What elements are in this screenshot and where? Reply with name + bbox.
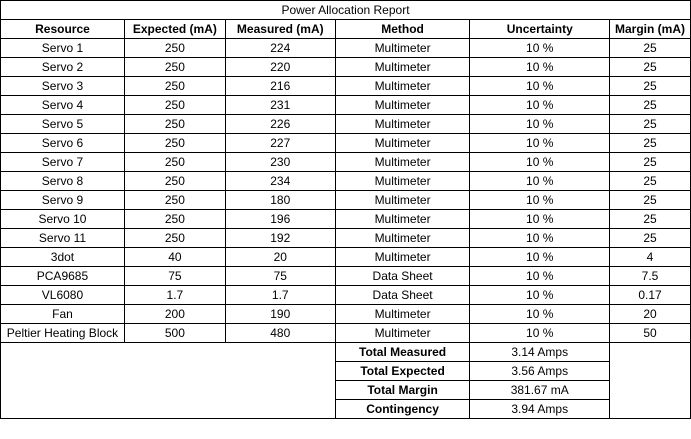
measured-cell: 224 xyxy=(225,39,335,58)
expected-cell: 1.7 xyxy=(124,286,225,305)
table-row xyxy=(1,324,691,343)
margin-cell: 20 xyxy=(610,305,691,324)
summary-label: Total Margin xyxy=(335,381,470,400)
uncertainty-cell: 10 % xyxy=(470,115,610,134)
table-row xyxy=(1,248,691,267)
report-title: Power Allocation Report xyxy=(1,1,691,20)
table-row xyxy=(1,96,691,115)
expected-cell: 250 xyxy=(124,39,225,58)
uncertainty-cell: 10 % xyxy=(470,77,610,96)
measured-cell: 75 xyxy=(225,267,335,286)
resource-cell: Servo 5 xyxy=(1,115,125,134)
expected-cell: 250 xyxy=(124,210,225,229)
method-cell: Multimeter xyxy=(335,305,470,324)
method-cell: Multimeter xyxy=(335,324,470,343)
margin-cell: 25 xyxy=(610,153,691,172)
table-row xyxy=(1,267,691,286)
summary-value: 3.14 Amps xyxy=(470,343,610,362)
uncertainty-cell: 10 % xyxy=(470,286,610,305)
expected-cell: 250 xyxy=(124,172,225,191)
margin-cell: 0.17 xyxy=(610,286,691,305)
measured-cell: 234 xyxy=(225,172,335,191)
summary-label: Contingency xyxy=(335,400,470,419)
margin-cell: 25 xyxy=(610,96,691,115)
margin-cell: 25 xyxy=(610,210,691,229)
expected-cell: 250 xyxy=(124,96,225,115)
measured-cell: 226 xyxy=(225,115,335,134)
method-cell: Multimeter xyxy=(335,77,470,96)
table-row xyxy=(1,191,691,210)
table-row xyxy=(1,39,691,58)
method-cell: Multimeter xyxy=(335,115,470,134)
uncertainty-cell: 10 % xyxy=(470,39,610,58)
summary-value: 381.67 mA xyxy=(470,381,610,400)
title-row xyxy=(1,1,691,20)
uncertainty-cell: 10 % xyxy=(470,153,610,172)
measured-cell: 220 xyxy=(225,58,335,77)
resource-cell: Servo 9 xyxy=(1,191,125,210)
summary-label: Total Measured xyxy=(335,343,470,362)
method-cell: Multimeter xyxy=(335,39,470,58)
method-cell: Multimeter xyxy=(335,191,470,210)
expected-cell: 75 xyxy=(124,267,225,286)
resource-cell: Servo 3 xyxy=(1,77,125,96)
expected-cell: 200 xyxy=(124,305,225,324)
table-row xyxy=(1,115,691,134)
resource-cell: PCA9685 xyxy=(1,267,125,286)
table-row xyxy=(1,134,691,153)
table-row xyxy=(1,229,691,248)
header-row xyxy=(1,20,691,39)
resource-cell: Fan xyxy=(1,305,125,324)
uncertainty-cell: 10 % xyxy=(470,305,610,324)
uncertainty-cell: 10 % xyxy=(470,248,610,267)
table-row xyxy=(1,210,691,229)
method-cell: Multimeter xyxy=(335,134,470,153)
header-uncertainty: Uncertainty xyxy=(470,20,610,39)
method-cell: Data Sheet xyxy=(335,286,470,305)
resource-cell: Servo 4 xyxy=(1,96,125,115)
table-row xyxy=(1,153,691,172)
expected-cell: 250 xyxy=(124,134,225,153)
header-measured: Measured (mA) xyxy=(225,20,335,39)
resource-cell: Servo 10 xyxy=(1,210,125,229)
resource-cell: VL6080 xyxy=(1,286,125,305)
measured-cell: 190 xyxy=(225,305,335,324)
margin-cell: 50 xyxy=(610,324,691,343)
method-cell: Multimeter xyxy=(335,210,470,229)
header-margin: Margin (mA) xyxy=(610,20,691,39)
summary-label: Total Expected xyxy=(335,362,470,381)
margin-cell: 25 xyxy=(610,172,691,191)
expected-cell: 250 xyxy=(124,153,225,172)
resource-cell: Servo 8 xyxy=(1,172,125,191)
measured-cell: 230 xyxy=(225,153,335,172)
table-row xyxy=(1,172,691,191)
margin-cell: 25 xyxy=(610,77,691,96)
margin-cell: 25 xyxy=(610,58,691,77)
expected-cell: 250 xyxy=(124,77,225,96)
table-row xyxy=(1,77,691,96)
expected-cell: 250 xyxy=(124,115,225,134)
header-resource: Resource xyxy=(1,20,125,39)
uncertainty-cell: 10 % xyxy=(470,267,610,286)
method-cell: Multimeter xyxy=(335,96,470,115)
measured-cell: 196 xyxy=(225,210,335,229)
uncertainty-cell: 10 % xyxy=(470,191,610,210)
header-expected: Expected (mA) xyxy=(124,20,225,39)
resource-cell: Servo 1 xyxy=(1,39,125,58)
summary-value: 3.94 Amps xyxy=(470,400,610,419)
measured-cell: 216 xyxy=(225,77,335,96)
header-method: Method xyxy=(335,20,470,39)
summary-row xyxy=(1,343,691,362)
measured-cell: 1.7 xyxy=(225,286,335,305)
margin-cell: 25 xyxy=(610,191,691,210)
margin-cell: 25 xyxy=(610,229,691,248)
margin-cell: 25 xyxy=(610,39,691,58)
table-body xyxy=(1,1,691,419)
expected-cell: 500 xyxy=(124,324,225,343)
resource-cell: Peltier Heating Block xyxy=(1,324,125,343)
resource-cell: Servo 11 xyxy=(1,229,125,248)
expected-cell: 250 xyxy=(124,191,225,210)
summary-spacer xyxy=(1,343,336,419)
uncertainty-cell: 10 % xyxy=(470,58,610,77)
table-row xyxy=(1,286,691,305)
resource-cell: Servo 7 xyxy=(1,153,125,172)
measured-cell: 180 xyxy=(225,191,335,210)
margin-cell: 4 xyxy=(610,248,691,267)
measured-cell: 227 xyxy=(225,134,335,153)
margin-cell: 25 xyxy=(610,115,691,134)
margin-cell: 25 xyxy=(610,134,691,153)
measured-cell: 192 xyxy=(225,229,335,248)
method-cell: Multimeter xyxy=(335,58,470,77)
margin-cell: 7.5 xyxy=(610,267,691,286)
table-row xyxy=(1,58,691,77)
uncertainty-cell: 10 % xyxy=(470,229,610,248)
uncertainty-cell: 10 % xyxy=(470,134,610,153)
uncertainty-cell: 10 % xyxy=(470,172,610,191)
expected-cell: 250 xyxy=(124,229,225,248)
resource-cell: Servo 2 xyxy=(1,58,125,77)
method-cell: Multimeter xyxy=(335,172,470,191)
table-row xyxy=(1,305,691,324)
measured-cell: 20 xyxy=(225,248,335,267)
expected-cell: 250 xyxy=(124,58,225,77)
method-cell: Multimeter xyxy=(335,248,470,267)
method-cell: Multimeter xyxy=(335,229,470,248)
method-cell: Data Sheet xyxy=(335,267,470,286)
resource-cell: 3dot xyxy=(1,248,125,267)
resource-cell: Servo 6 xyxy=(1,134,125,153)
measured-cell: 480 xyxy=(225,324,335,343)
method-cell: Multimeter xyxy=(335,153,470,172)
summary-right-spacer xyxy=(610,343,691,419)
uncertainty-cell: 10 % xyxy=(470,210,610,229)
uncertainty-cell: 10 % xyxy=(470,324,610,343)
measured-cell: 231 xyxy=(225,96,335,115)
uncertainty-cell: 10 % xyxy=(470,96,610,115)
summary-value: 3.56 Amps xyxy=(470,362,610,381)
expected-cell: 40 xyxy=(124,248,225,267)
